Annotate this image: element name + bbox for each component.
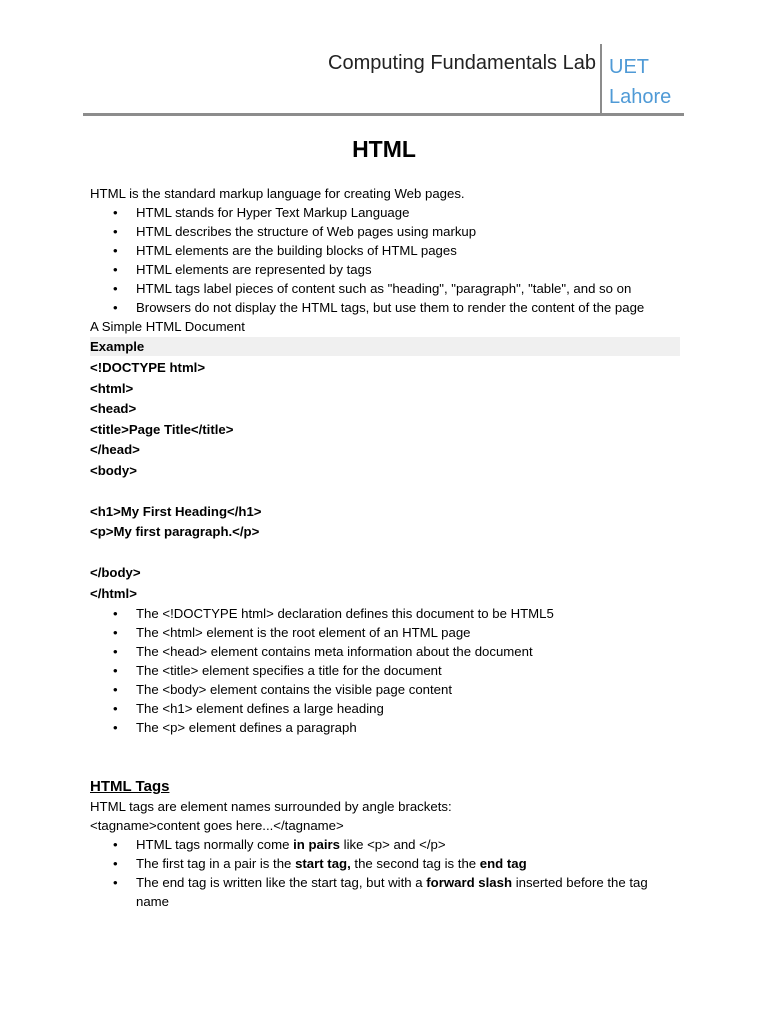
header-divider (600, 44, 602, 114)
list-item: • The <title> element specifies a title for the document (90, 661, 680, 680)
code-line (90, 543, 680, 564)
code-line (90, 481, 680, 502)
list-item: • The <html> element is the root element of an HTML page (90, 623, 680, 642)
example-label: Example (90, 337, 680, 356)
code-line: </html> (90, 585, 137, 601)
text-run: The end tag is written like the start tag, but with a (136, 875, 427, 890)
header-rule (83, 113, 684, 116)
list-item (90, 873, 680, 911)
tags-bullet-list (90, 835, 680, 911)
list-item: • HTML elements are represented by tags (90, 260, 680, 279)
code-line: <head> (90, 401, 137, 416)
list-item: • The <head> element contains meta information about the document (90, 642, 680, 661)
emphasis-text: start tag, (295, 856, 351, 871)
list-item: • The <body> element contains the visible page content (90, 680, 680, 699)
list-item: • Browsers do not display the HTML tags, but use them to render the content of the page (90, 298, 680, 317)
code-line: <!DOCTYPE html> (90, 360, 206, 375)
list-item: • The <h1> element defines a large heading (90, 699, 680, 718)
list-item: • HTML elements are the building blocks of HTML pages (90, 241, 680, 260)
emphasis-text: in pairs (293, 837, 340, 852)
document-body (90, 184, 680, 911)
code-line: </body> (90, 565, 141, 580)
list-item: • HTML stands for Hyper Text Markup Language (90, 203, 680, 222)
text-run: inserted before the tag name (136, 875, 648, 909)
simple-doc-heading: A Simple HTML Document (90, 319, 245, 334)
institution-line1: UET (609, 56, 649, 78)
text-run: the second tag is the (350, 856, 480, 871)
text-run: like <p> and </p> (339, 837, 446, 852)
tags-syntax: <tagname>content goes here...</tagname> (90, 818, 344, 833)
code-example (90, 358, 680, 604)
list-item: • HTML describes the structure of Web pages using markup (90, 222, 680, 241)
list-item (90, 835, 680, 854)
emphasis-text: forward slash (426, 875, 513, 890)
list-item: • The <p> element defines a paragraph (90, 718, 680, 737)
list-item (90, 854, 680, 873)
code-line: <html> (90, 380, 134, 396)
code-line: <body> (90, 462, 137, 478)
lab-title: Computing Fundamentals Lab (328, 52, 596, 74)
text-run: The first tag in a pair is the (136, 856, 296, 871)
page-header (83, 44, 684, 114)
code-line: <title>Page Title</title> (90, 421, 234, 437)
code-line: </head> (90, 442, 140, 457)
institution-line2: Lahore (609, 86, 672, 108)
html-tags-heading: HTML Tags (90, 778, 170, 795)
list-item: • The <!DOCTYPE html> declaration defines this document to be HTML5 (90, 604, 680, 623)
tags-intro: HTML tags are element names surrounded by angle brackets: (90, 799, 452, 814)
code-line: <h1>My First Heading</h1> (90, 503, 262, 519)
emphasis-text: end tag (479, 856, 527, 871)
explanation-bullet-list (90, 604, 680, 737)
list-item: • HTML tags label pieces of content such as "heading", "paragraph", "table", and so on (90, 279, 680, 298)
institution-name (609, 52, 671, 112)
document-title: HTML (352, 136, 416, 162)
intro-bullet-list (90, 203, 680, 317)
code-line: <p>My first paragraph.</p> (90, 524, 260, 539)
intro-paragraph: HTML is the standard markup language for creating Web pages. (90, 186, 465, 201)
text-run: HTML tags normally come (136, 837, 294, 852)
